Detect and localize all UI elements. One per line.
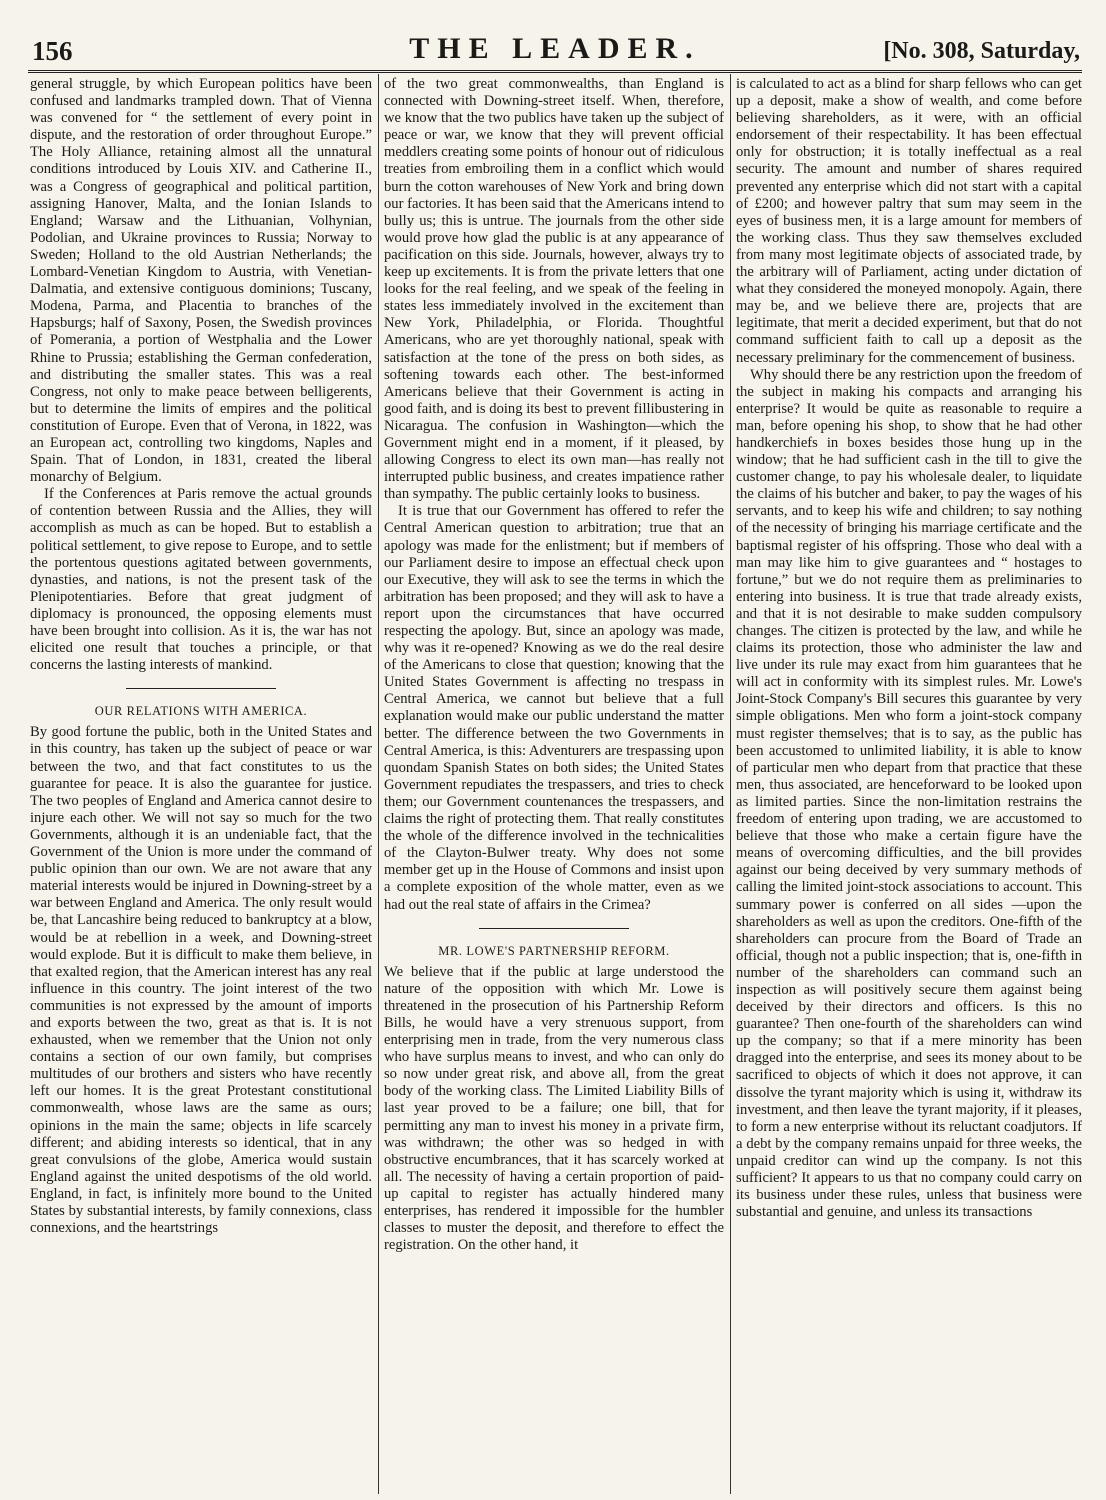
paragraph: of the two great commonwealths, than England is connected with Downing-street itself. When, therefore, we know that the two publics have taken up the subject of peace or war, we know that they will prevent official meddlers creating some points of honour out of ridiculous treaties from embroiling them in a conflict which would burn the cotton warehouses of New York and bring down our factories. It has been said that the Americans intend to bully us; this is untrue. The journals from the other side would prove how glad the public is at any appearance of pacification on this side. Journals, however, always try to keep up excitements. It is from the private letters that one looks for the real feeling, and we speak of the feeling in states less immediately involved in the excitement than New York, Philadelphia, or Florida. Thoughtful Americans, who are yet thoroughly national, speak with satisfaction at the tone of the press on both sides, as softening towards each other. The best-informed Americans believe that their Government is acting in good faith, and is doing its best to prevent fillibustering in Nicaragua. The confusion in Washington—which the Government might end in a moment, if it pleased, by allowing Congress to elect its own man—has really not interrupted public business, and creates impatience rather than sympathy. The public certainly looks to business.	[384, 76, 724, 503]
page-header	[28, 30, 1082, 70]
masthead-title: THE LEADER.	[409, 32, 701, 65]
column-divider	[730, 74, 731, 1494]
section-rule	[126, 688, 276, 689]
column-1	[30, 76, 372, 1486]
issue-info: [No. 308, Saturday,	[883, 38, 1080, 64]
paragraph: It is true that our Government has offered to refer the Central American question to arbitration; true that an apology was made for the enlistment; but if members of our Parliament desire to impose an effectual check upon our Executive, they will ask to see the terms in which the arbitration has been proposed; and they will ask to have a report upon the circumstances that have occurred respecting the apology. But, since an apology was made, why was it re-opened? Knowing as we do the real desire of the Americans to close that question; knowing that the United States Government is affecting no trespass in Central America, we cannot but believe that a full explanation would make our public understand the matter better. The difference between the two Governments in Central America, is this: Adventurers are trespassing upon quondam Spanish States on both sides; the United States Government repudiates the trespassers, and tries to check them; our Government countenances the trespassers, and claims the right of protecting them. That really constitutes the whole of the difference involved in the technicalities of the Clayton-Bulwer treaty. Why does not some member get up in the House of Commons and insist upon a complete exposition of the whole matter, even as we had out the real state of affairs in the Crimea?	[384, 503, 724, 913]
article-headline-partnership-reform: MR. LOWE'S PARTNERSHIP REFORM.	[438, 943, 670, 958]
paragraph: By good fortune the public, both in the United States and in this country, has taken up the subject of peace or war between the two, and that fact constitutes to us the guarantee for peace. It is also the guarantee for justice. The two peoples of England and America cannot desire to injure each other. We will not say so much for the two Governments, although it is an undeniable fact, that the Government of the Union is more under the command of public opinion than our own. We are not aware that any material interests would be injured in Downing-street by a war between England and America. The only result would be, that Lancashire being reduced to bankruptcy at a blow, would be at rebellion in a week, and Downing-street would explode. But it is difficult to make them believe, in that exalted region, that the American interest has any real influence in this country. The joint interest of the two communities is not expressed by the amount of imports and exports between the two, great as that is. It is not exhausted, when we remember that the Union not only contains a section of our own family, but comprises multitudes of our brothers and sisters who have recently left our homes. It is the great Protestant constitutional commonwealth, whose laws are the same as ours; opinions in the main the same; objects in life scarcely different; and abiding interests so identical, that in any great convulsions of the globe, America would sustain England against the united despotisms of the old world. England, in fact, is infinitely more bound to the United States by substantial interests, by family connexions, class connexions, and the heartstrings	[30, 724, 372, 1237]
paragraph: We believe that if the public at large understood the nature of the opposition with which Mr. Lowe is threatened in the prosecution of his Partnership Reform Bills, he would have a very strenuous support, from enterprising men in trade, from the very numerous class who have surplus means to invest, and who can only do so now under great risk, and above all, from the great body of the working class. The Limited Liability Bills of last year proved to be a failure; one bill, that for permitting any man to invest his money in a private firm, was withdrawn; the other was so hedged in with obstructive encumbrances, that it has scarcely worked at all. The necessity of having a certain proportion of paid-up capital to register has actually hindered many enterprises, has rendered it impossible for the humbler classes to muster the deposit, and therefore to effect the registration. On the other hand, it	[384, 963, 724, 1254]
section-rule	[479, 928, 629, 929]
paragraph: general struggle, by which European politics have been confused and landmarks trampled down. That of Vienna was convened for “ the settlement of every point in dispute, and the restoration of order throughout Europe.” The Holy Alliance, retaining almost all the unnatural conditions introduced by Louis XIV. and Catherine II., was a Congress of geographical and political partition, assigning Hanover, Malta, and the Ionian Islands to England; Warsaw and the Lithuanian, Volhynian, Podolian, and Ukraine provinces to Russia; Norway to Sweden; Holland to the old Austrian Netherlands; the Lombard-Venetian Kingdom to Austria, with Venetian-Dalmatia, and extensive contiguous dominions; Tuscany, Modena, Parma, and Placentia to branches of the Hapsburgs; half of Saxony, Posen, the Swedish provinces of Pomerania, a portion of Westphalia and the Lower Rhine to Prussia; establishing the German confederation, and distributing the smaller states. This was a real Congress, not only to make peace between belligerents, but to determine the limits of empires and the political constitution of Europe. Even that of Verona, in 1822, was an European act, controlling two kingdoms, Naples and Spain. That of London, in 1831, created the liberal monarchy of Belgium.	[30, 76, 372, 486]
paragraph: Why should there be any restriction upon the freedom of the subject in making his compacts and arranging his enterprise? It would be quite as reasonable to require a man, before opening his shop, to show that he had other handkerchiefs in boxes besides those hung up in the window; that he had sufficient cash in the till to give the customer change, to pay his wholesale dealer, to liquidate the claims of his butcher and baker, to pay the wages of his servants, and to keep his wife and children; to say nothing of the necessity of bringing his marriage certificate and the baptismal register of his offspring. Those who deal with a man may like him to give guarantees and “ hostages to fortune,” but we do not require them as preliminaries to entering into business. It is true that trade already exists, and that it is not desirable to make sudden compulsory changes. The citizen is protected by the law, and while he claims its protection, those who administer the law and live under its rule may exact from him guarantees that he will act in conformity with its simplest rules. Mr. Lowe's Joint-Stock Company's Bill secures this guarantee by very simple obligations. Men who form a joint-stock company must register themselves; that is to say, as the public has been accustomed to unlimited liability, it is able to know of particular men who depart from that practice that these men, thus associated, are henceforward to be looked upon as limited parties. Since the non-limitation restrains the freedom of entering upon trading, we are accustomed to believe that those who make a certain figure have the means of overcoming difficulties, and the bill provides against our being deceived by very summary methods of calling the limited joint-stock associations to account. This summary power is conferred on all sides —upon the shareholders as well as upon the creditors. One-fifth of the shareholders can procure from the Board of Trade an official, though not a public inspection; that is, one-fifth in number of the shareholders can command such an inspection as will positively secure them against being deceived by their directors and officers. Is this no guarantee? Then one-fourth of the shareholders can wind up the company; so that if a mere minority has been dragged into the enterprise, and sees its money about to be sacrificed to objects of which it does not approve, it can dissolve the tyrant majority which is using it, withdraw its investment, and then leave the tyrant majority, if it pleases, to form a new enterprise without its reluctant coadjutors. If a debt by the company remains unpaid for three weeks, the unpaid creditor can wind up the company. Is not this sufficient? It appears to us that no company could carry on its business under these rules, unless that business were substantial and genuine, and unless its transactions	[736, 366, 1082, 1221]
article-headline-relations-america: OUR RELATIONS WITH AMERICA.	[94, 704, 308, 719]
page-number: 156	[32, 36, 73, 66]
column-divider	[378, 74, 379, 1494]
header-rule	[28, 70, 1082, 73]
column-3	[736, 76, 1082, 1486]
paragraph: is calculated to act as a blind for sharp fellows who can get up a deposit, make a show of wealth, and come before believing shareholders, as it were, with an official endorsement of their respectability. It has been effectual only for obstruction; it is totally ineffectual as a real security. The amount and number of shares required prevented any enterprise which did not start with a capital of £200; and however paltry that sum may seem in the eyes of business men, it is a large amount for members of the working class. Thus they saw themselves excluded from many most legitimate objects of associated trade, by the arbitrary will of Parliament, acting under dictation of what they considered the moneyed monopoly. Again, there may be, and we believe there are, projects that are legitimate, that merit a decided experiment, but that do not command sufficient faith to call up a deposit as the necessary preliminary for the commencement of business.	[736, 76, 1082, 366]
paragraph: If the Conferences at Paris remove the actual grounds of contention between Russia and the Allies, they will accomplish as much as can be hoped. But to establish a political settlement, to give repose to Europe, and to settle the portentous questions agitated between governments, dynasties, and nations, is not the present task of the Plenipotentiaries. Before that great judgment of diplomacy is pronounced, the opposing elements must have been brought into collision. As it is, the war has not elicited one result that touches a principle, or that concerns the lasting interests of mankind.	[30, 486, 372, 674]
column-2	[384, 76, 724, 1486]
